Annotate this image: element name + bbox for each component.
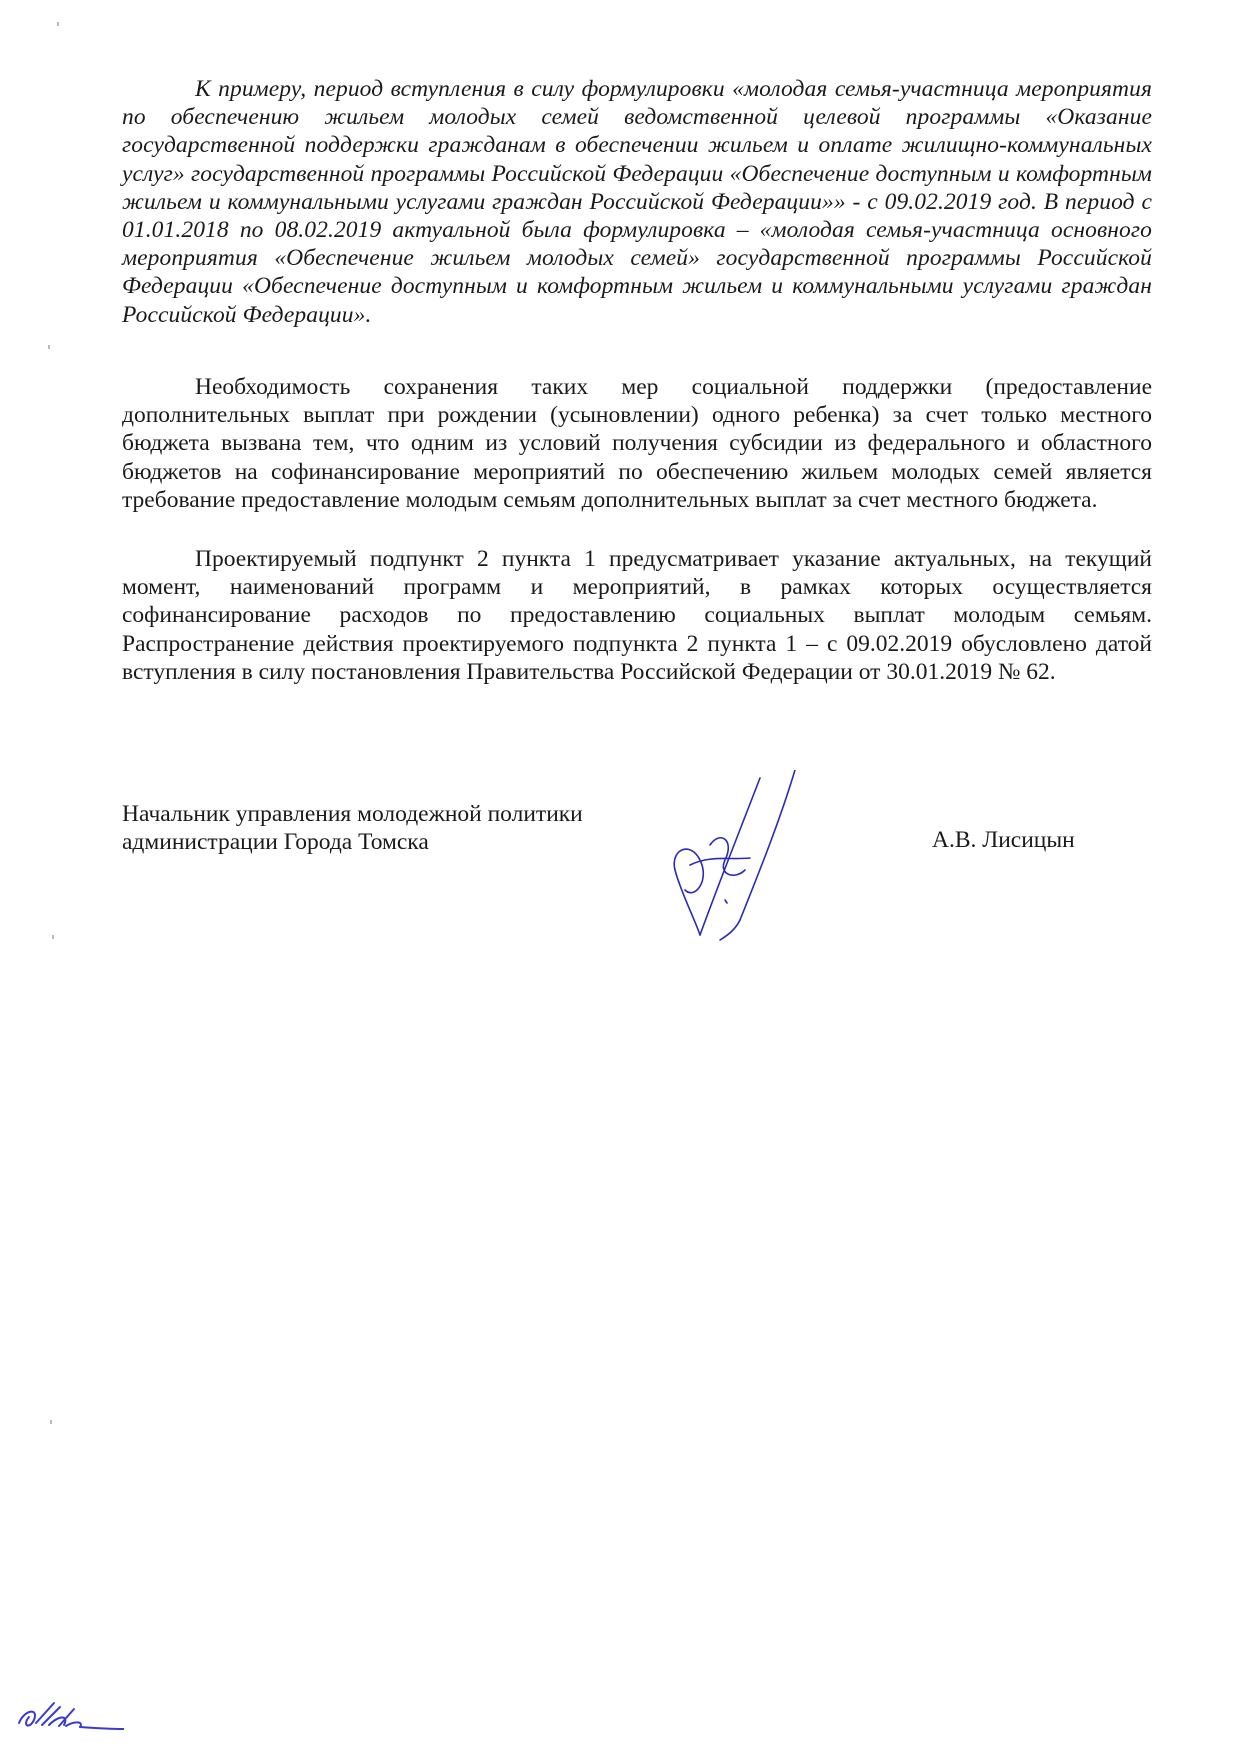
- paragraph-subitem-description: [122, 545, 1152, 686]
- paragraph-text: К примеру, период вступления в силу формулировки «молодая семья-участница мероприятия по обеспечению жильем молодых семей ведомственной целевой программы «Оказание государственной поддержки гражданам в обеспечении жильем и оплате жилищно-коммунальных услуг» государственной программы Российской Федерации «Обеспечение доступным и комфортным жильем и коммунальными услугами граждан Российской Федерации»» - с 09.02.2019 год. В период с 01.01.2018 по 08.02.2019 актуальной была формулировка – «молодая семья-участница основного мероприятия «Обеспечение жильем молодых семей» государственной программы Российской Федерации «Обеспечение доступным и комфортным жильем и коммунальными услугами граждан Российской Федерации».: [122, 76, 1152, 328]
- paragraph-text: Необходимость сохранения таких мер социальной поддержки (предоставление дополнительных выплат при рождении (усыновлении) одного ребенка) за счет только местного бюджета вызвана тем, что одним из условий получения субсидии из федерального и областного бюджетов на софинансирование мероприятий по обеспечению жильем молодых семей является требование предоставление молодым семьям дополнительных выплат за счет местного бюджета.: [122, 374, 1152, 513]
- scan-artifact: [57, 22, 59, 26]
- position-line-2: администрации Города Томска: [122, 829, 429, 856]
- scan-artifact: [48, 345, 50, 349]
- paragraph-text: Проектируемый подпункт 2 пункта 1 предусматривает указание актуальных, на текущий момент, наименований программ и мероприятий, в рамках которых осуществляется софинансирование расходов по предоставлению социальных выплат молодым семьям. Распространение действия проектируемого подпункта 2 пункта 1 – с 09.02.2019 обусловлено датой вступления в силу постановления Правительства Российской Федерации от 30.01.2019 № 62.: [122, 546, 1152, 685]
- signatory-position: [122, 800, 583, 856]
- scan-artifact: [52, 935, 54, 939]
- paragraph-social-support: [122, 373, 1152, 514]
- position-line-1: Начальник управления молодежной политики: [122, 801, 583, 827]
- scan-artifact: [50, 1420, 52, 1424]
- paragraph-example-formulation: [122, 75, 1152, 329]
- handwritten-initials-icon: [14, 1695, 124, 1735]
- signatory-name: А.В. Лисицын: [932, 827, 1075, 853]
- handwritten-signature-icon: [640, 770, 840, 950]
